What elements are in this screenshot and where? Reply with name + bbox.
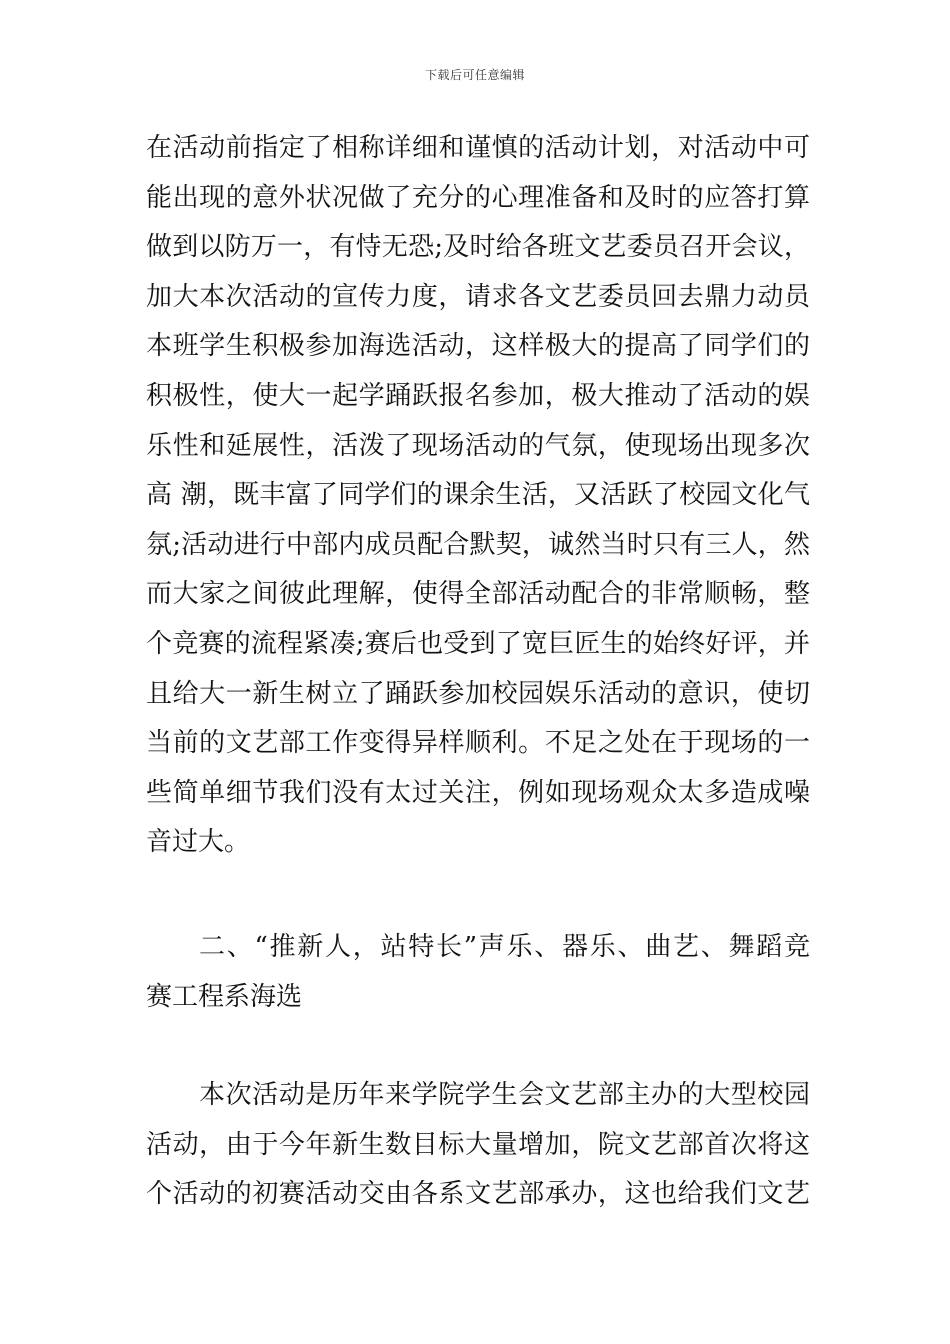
text-line: 本次活动是历年来学院学生会文艺部主办的大型校园 [199, 1080, 810, 1110]
text-line: 而大家之间彼此理解，使得全部活动配合的非常顺畅，整 [146, 579, 810, 610]
text-line: 加大本次活动的宣传力度，请求各文艺委员回去鼎力动员 [146, 281, 810, 312]
text-line: 且给大一新生树立了踊跃参加校园娱乐活动的意识，使切 [146, 678, 810, 709]
text-line: 能出现的意外状况做了充分的心理准备和及时的应答打算 [146, 182, 810, 213]
section-heading-2 [146, 923, 810, 1022]
text-line: 活动，由于今年新生数目标大量增加，院文艺部首次将这 [146, 1129, 810, 1160]
heading-line: 二、“推新人，站特长”声乐、器乐、曲艺、舞蹈竞 [199, 932, 810, 962]
text-line: 乐性和延展性，活泼了现场活动的气氛，使现场出现多次 [146, 430, 810, 461]
text-line: 当前的文艺部工作变得异样顺利。不足之处在于现场的一 [146, 728, 810, 759]
text-line: 积极性，使大一起学踊跃报名参加，极大推动了活动的娱 [146, 380, 810, 411]
text-line: 做到以防万一，有恃无恐;及时给各班文艺委员召开会议， [146, 232, 810, 263]
text-line: 个活动的初赛活动交由各系文艺部承办，这也给我们文艺 [146, 1179, 810, 1210]
text-line: 氛;活动进行中部内成员配合默契，诚然当时只有三人，然 [146, 529, 810, 560]
paragraph-1 [146, 124, 810, 868]
text-line: 音过大。 [146, 827, 251, 858]
text-line: 在活动前指定了相称详细和谨慎的活动计划，对活动中可 [146, 133, 810, 163]
text-line: 些简单细节我们没有太过关注，例如现场观众太多造成噪 [146, 777, 810, 808]
heading-line: 赛工程系海选 [146, 981, 303, 1012]
text-line: 高 潮，既丰富了同学们的课余生活，又活跃了校园文化气 [146, 480, 810, 511]
paragraph-2 [146, 1071, 810, 1220]
text-line: 本班学生积极参加海选活动，这样极大的提高了同学们的 [146, 331, 810, 362]
text-line: 个竞赛的流程紧凑;赛后也受到了宽巨匠生的始终好评，并 [146, 628, 810, 659]
page-header: 下载后可任意编辑 [424, 68, 525, 82]
